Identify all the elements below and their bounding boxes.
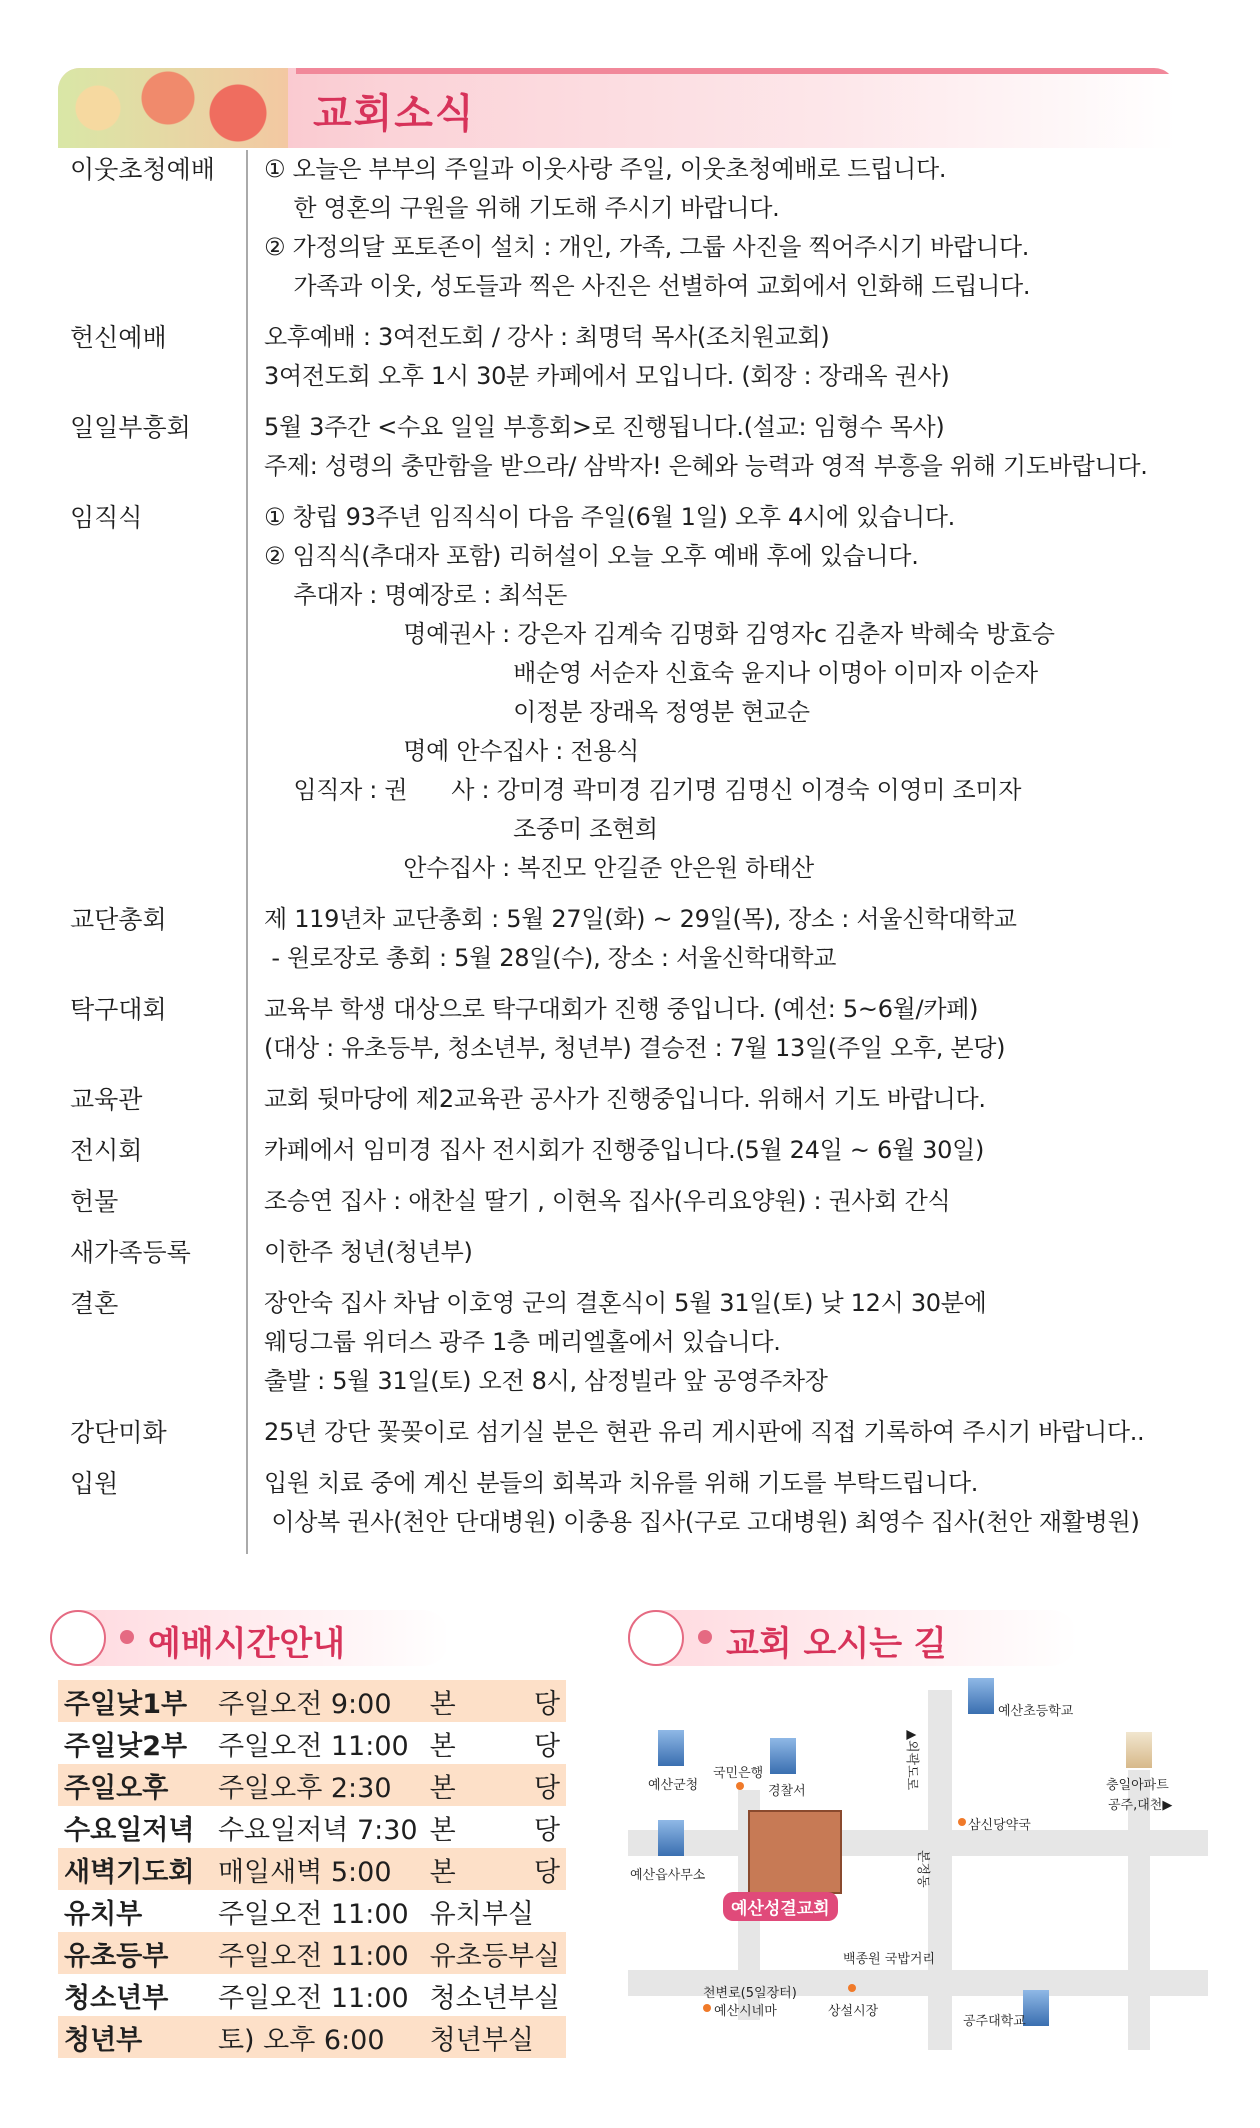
- worship-row: [58, 1890, 566, 1932]
- worship-row: [58, 2016, 566, 2058]
- news-line: 가족과 이웃, 성도들과 찍은 사진은 선별하여 교회에서 인화해 드립니다.: [264, 272, 1031, 300]
- worship-name: 새벽기도회: [58, 1848, 212, 1890]
- circle-icon: [628, 1610, 684, 1666]
- news-line: 교육부 학생 대상으로 탁구대회가 진행 중입니다. (예선: 5~6월/카페): [264, 995, 979, 1023]
- news-line: 출발 : 5월 31일(토) 오전 8시, 삼정빌라 앞 공영주차장: [264, 1367, 828, 1395]
- news-line: ② 임직식(추대자 포함) 리허설이 오늘 오후 예배 후에 있습니다.: [264, 542, 919, 570]
- worship-place: 청소년부실: [429, 1982, 560, 2014]
- news-category: 헌물: [70, 1187, 119, 1216]
- news-category: 임직식: [70, 503, 143, 532]
- news-row: [58, 408, 1178, 498]
- news-line: 카페에서 임미경 집사 전시회가 진행중입니다.(5월 24일 ~ 6월 30일): [264, 1136, 985, 1164]
- worship-row: [58, 1722, 566, 1764]
- worship-name: 주일낮2부: [64, 1730, 188, 1762]
- map-label: 예산시네마: [714, 2004, 777, 2019]
- map-label: 천변로(5일장터): [703, 1986, 797, 2001]
- worship-time: 수요일저녁 7:30: [217, 1814, 418, 1846]
- news-row: [58, 900, 1178, 990]
- news-banner: [58, 68, 1176, 148]
- worship-name: 주일낮1부: [58, 1680, 212, 1722]
- worship-name: 청년부: [58, 2016, 212, 2058]
- news-category: 탁구대회: [70, 995, 167, 1024]
- news-category: 결혼: [70, 1289, 119, 1318]
- banner-stripe: [296, 68, 1176, 74]
- news-content: [246, 1464, 1178, 1554]
- worship-place: 유치부실: [429, 1898, 534, 1930]
- location-pin-icon: [736, 1782, 744, 1790]
- worship-time: 토) 오후 6:00: [212, 2016, 424, 2058]
- worship-place: 본 당: [429, 1730, 560, 1762]
- news-row: [58, 1131, 1178, 1182]
- map-label: 예산읍사무소: [630, 1868, 706, 1883]
- news-row: [58, 318, 1178, 408]
- worship-name: 유치부: [64, 1898, 143, 1930]
- worship-time: 주일오전 11:00: [217, 1898, 409, 1930]
- news-category: 일일부흥회: [70, 413, 191, 442]
- news-line: 오후예배 : 3여전도회 / 강사 : 최명덕 목사(조치원교회): [264, 323, 830, 351]
- news-row: [58, 498, 1178, 900]
- apartment-icon: [1126, 1732, 1152, 1768]
- worship-row: [58, 1974, 566, 2016]
- worship-place: 유초등부실: [424, 1932, 566, 1974]
- news-line: 배순영 서순자 신효숙 윤지나 이명아 이미자 이순자: [264, 659, 1038, 687]
- map-label: 본정동: [915, 1850, 930, 1888]
- news-content: [246, 1413, 1178, 1464]
- building-icon: [658, 1820, 684, 1856]
- bullet-icon: [698, 1630, 712, 1644]
- circle-icon: [50, 1610, 106, 1666]
- page-title: 교회소식: [313, 91, 476, 137]
- worship-name: 청소년부: [64, 1982, 169, 2014]
- directions-header: [628, 1610, 1078, 1666]
- news-content: [246, 900, 1178, 990]
- news-content: [246, 150, 1178, 318]
- worship-row: [58, 1806, 566, 1848]
- worship-time: 주일오전 11:00: [217, 1982, 409, 2014]
- building-icon: [1023, 1990, 1049, 2026]
- map-label: 삼신당약국: [968, 1818, 1031, 1833]
- map-label: 상설시장: [828, 2004, 879, 2019]
- map-label: 백종원 국밥거리: [843, 1952, 936, 1967]
- news-row: [58, 1233, 1178, 1284]
- news-row: [58, 1464, 1178, 1554]
- news-line: 안수집사 : 복진모 안길준 안은원 하태산: [264, 854, 814, 882]
- news-line: 임직자 : 권 사 : 강미경 곽미경 김기명 김명신 이경숙 이영미 조미자: [264, 776, 1022, 804]
- map-label: 경찰서: [768, 1784, 806, 1799]
- location-pin-icon: [958, 1818, 966, 1826]
- news-row: [58, 1182, 1178, 1233]
- worship-table: [58, 1680, 566, 2058]
- news-content: [246, 1182, 1178, 1233]
- news-category: 입원: [70, 1469, 119, 1498]
- news-line: 조중미 조현희: [264, 815, 658, 843]
- news-line: 명예 안수집사 : 전용식: [264, 737, 639, 765]
- news-content: [246, 1131, 1178, 1182]
- church-map: [628, 1670, 1208, 2050]
- news-line: 입원 치료 중에 계신 분들의 회복과 치유를 위해 기도를 부탁드립니다.: [264, 1469, 979, 1497]
- news-line: ① 오늘은 부부의 주일과 이웃사랑 주일, 이웃초청예배로 드립니다.: [264, 155, 947, 183]
- worship-row: [58, 1680, 566, 1722]
- news-line: 5월 3주간 <수요 일일 부흥회>로 진행됩니다.(설교: 임형수 목사): [264, 413, 945, 441]
- building-icon: [968, 1678, 994, 1714]
- worship-place: 본 당: [424, 1680, 566, 1722]
- worship-time: 주일오전 11:00: [212, 1932, 424, 1974]
- news-line: (대상 : 유초등부, 청소년부, 청년부) 결승전 : 7월 13일(주일 오후, 본당): [264, 1034, 1006, 1062]
- building-icon: [658, 1730, 684, 1766]
- worship-title: 예배시간안내: [148, 1624, 346, 1664]
- worship-time: 주일오후 2:30: [212, 1764, 424, 1806]
- news-row: [58, 1413, 1178, 1464]
- news-line: 3여전도회 오후 1시 30분 카페에서 모입니다. (회장 : 장래옥 권사): [264, 362, 950, 390]
- news-category: 이웃초청예배: [70, 155, 215, 184]
- location-pin-icon: [703, 2004, 711, 2012]
- news-line: ① 창립 93주년 임직식이 다음 주일(6월 1일) 오후 4시에 있습니다.: [264, 503, 955, 531]
- news-line: 조승연 집사 : 애찬실 딸기 , 이현옥 집사(우리요양원) : 권사회 간식: [264, 1187, 951, 1215]
- worship-name: 주일오후: [58, 1764, 212, 1806]
- news-category: 전시회: [70, 1136, 143, 1165]
- map-label: 공주,대천▶: [1108, 1798, 1173, 1813]
- map-label: 충일아파트: [1106, 1778, 1169, 1793]
- worship-row: [58, 1932, 566, 1974]
- news-category: 교육관: [70, 1085, 143, 1114]
- worship-place: 본 당: [429, 1814, 560, 1846]
- news-line: 한 영혼의 구원을 위해 기도해 주시기 바랍니다.: [264, 194, 780, 222]
- news-category: 강단미화: [70, 1418, 167, 1447]
- news-row: [58, 990, 1178, 1080]
- news-category: 헌신예배: [70, 323, 167, 352]
- news-list: [58, 150, 1178, 1554]
- church-label: 예산성결교회: [723, 1892, 838, 1921]
- tulip-image: [58, 68, 288, 148]
- directions-title: 교회 오시는 길: [726, 1624, 947, 1664]
- news-line: 장안숙 집사 차남 이호영 군의 결혼식이 5월 31일(토) 낮 12시 30분에: [264, 1289, 987, 1317]
- worship-header: [50, 1610, 450, 1666]
- news-category: 교단총회: [70, 905, 167, 934]
- news-content: [246, 318, 1178, 408]
- news-content: [246, 1233, 1178, 1284]
- worship-place: 본 당: [424, 1848, 566, 1890]
- worship-time: 주일오전 9:00: [212, 1680, 424, 1722]
- map-label: 예산초등학교: [998, 1704, 1074, 1719]
- map-label: 예산군청: [648, 1778, 699, 1793]
- news-line: 주제: 성령의 충만함을 받으라/ 삼박자! 은혜와 능력과 영적 부흥을 위해 기도바랍니다.: [264, 452, 1148, 480]
- news-line: 이정분 장래옥 정영분 현교순: [264, 698, 810, 726]
- church-building-icon: [748, 1810, 842, 1894]
- map-label: 공주대학교: [963, 2014, 1026, 2029]
- worship-time: 주일오전 11:00: [217, 1730, 409, 1762]
- worship-name: 수요일저녁: [64, 1814, 195, 1846]
- news-row: [58, 1284, 1178, 1413]
- news-line: 25년 강단 꽃꽂이로 섬기실 분은 현관 유리 게시판에 직접 기록하여 주시기 바랍니다..: [264, 1418, 1145, 1446]
- news-line: 제 119년차 교단총회 : 5월 27일(화) ~ 29일(목), 장소 : 서울신학대학교: [264, 905, 1017, 933]
- news-line: - 원로장로 총회 : 5월 28일(수), 장소 : 서울신학대학교: [264, 944, 837, 972]
- news-content: [246, 990, 1178, 1080]
- news-row: [58, 150, 1178, 318]
- news-line: 추대자 : 명예장로 : 최석돈: [264, 581, 568, 609]
- map-label: 국민은행: [713, 1766, 764, 1781]
- news-category: 새가족등록: [70, 1238, 191, 1267]
- worship-name: 유초등부: [58, 1932, 212, 1974]
- news-content: [246, 498, 1178, 900]
- news-content: [246, 1284, 1178, 1413]
- news-line: 이한주 청년(청년부): [264, 1238, 473, 1266]
- map-label: ▲외곽도로: [904, 1730, 919, 1791]
- news-line: 명예권사 : 강은자 김계숙 김명화 김영자c 김춘자 박혜숙 방효승: [264, 620, 1055, 648]
- news-content: [246, 1080, 1178, 1131]
- news-line: 이상복 권사(천안 단대병원) 이충용 집사(구로 고대병원) 최영수 집사(천안 재활병원): [264, 1508, 1140, 1536]
- bullet-icon: [120, 1630, 134, 1644]
- worship-place: 본 당: [424, 1764, 566, 1806]
- news-line: 웨딩그룹 위더스 광주 1층 메리엘홀에서 있습니다.: [264, 1328, 781, 1356]
- worship-row: [58, 1848, 566, 1890]
- worship-place: 청년부실: [424, 2016, 566, 2058]
- news-row: [58, 1080, 1178, 1131]
- location-pin-icon: [848, 1984, 856, 1992]
- worship-row: [58, 1764, 566, 1806]
- building-icon: [770, 1738, 796, 1774]
- news-line: ② 가정의달 포토존이 설치 : 개인, 가족, 그룹 사진을 찍어주시기 바랍니다.: [264, 233, 1030, 261]
- worship-time: 매일새벽 5:00: [212, 1848, 424, 1890]
- news-line: 교회 뒷마당에 제2교육관 공사가 진행중입니다. 위해서 기도 바랍니다.: [264, 1085, 986, 1113]
- news-content: [246, 408, 1178, 498]
